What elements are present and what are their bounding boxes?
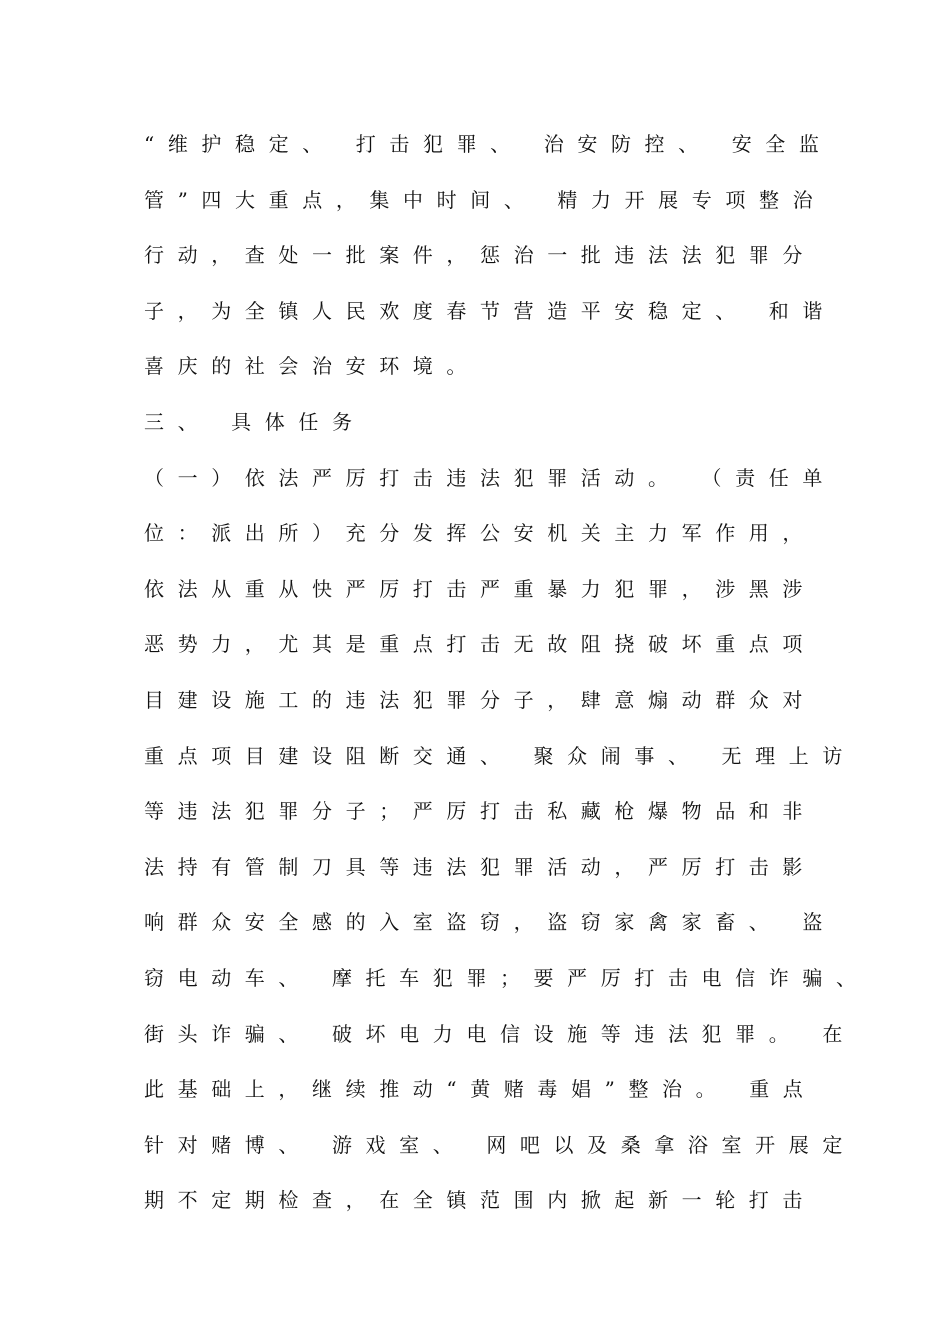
text-line-3: 行动，查处一批案件，惩治一批违法法犯罪分	[144, 243, 816, 268]
text-line-16: 窃电动车、 摩托车犯罪；要严厉打击电信诈骗、	[144, 965, 870, 990]
section-heading: 三、 具体任务	[144, 409, 366, 434]
text-line-15: 响群众安全感的入室盗窃，盗窃家禽家畜、 盗	[144, 910, 836, 935]
text-line-1: “维护稳定、 打击犯罪、 治安防控、 安全监	[144, 132, 833, 156]
text-line-9: 依法从重从快严厉打击严重暴力犯罪，涉黑涉	[144, 576, 816, 601]
text-line-13: 等违法犯罪分子；严厉打击私藏枪爆物品和非	[144, 799, 816, 824]
text-line-20: 期不定期检查，在全镇范围内掀起新一轮打击	[144, 1188, 816, 1213]
text-line-18: 此基础上，继续推动“黄赌毒娼”整治。 重点	[144, 1077, 817, 1102]
text-line-19: 针对赌博、 游戏室、 网吧以及桑拿浴室开展定	[144, 1132, 856, 1157]
text-line-4: 子，为全镇人民欢度春节营造平安稳定、 和谐	[144, 298, 836, 323]
text-line-8: 位：派出所）充分发挥公安机关主力军作用，	[144, 521, 816, 546]
text-line-12: 重点项目建设阻断交通、 聚众闹事、 无理上访	[144, 743, 856, 768]
document-body	[144, 126, 870, 1238]
text-line-5: 喜庆的社会治安环境。	[144, 354, 480, 379]
text-line-2: 管”四大重点，集中时间、 精力开展专项整治	[144, 187, 827, 212]
text-line-17: 街头诈骗、 破坏电力电信设施等违法犯罪。 在	[144, 1021, 856, 1046]
text-line-14: 法持有管制刀具等违法犯罪活动，严厉打击影	[144, 854, 816, 879]
text-line-10: 恶势力，尤其是重点打击无故阻挠破坏重点项	[144, 632, 816, 657]
text-line-11: 目建设施工的违法犯罪分子，肆意煽动群众对	[144, 687, 816, 712]
text-line-7: （一）依法严厉打击违法犯罪活动。 （责任单	[144, 465, 836, 490]
